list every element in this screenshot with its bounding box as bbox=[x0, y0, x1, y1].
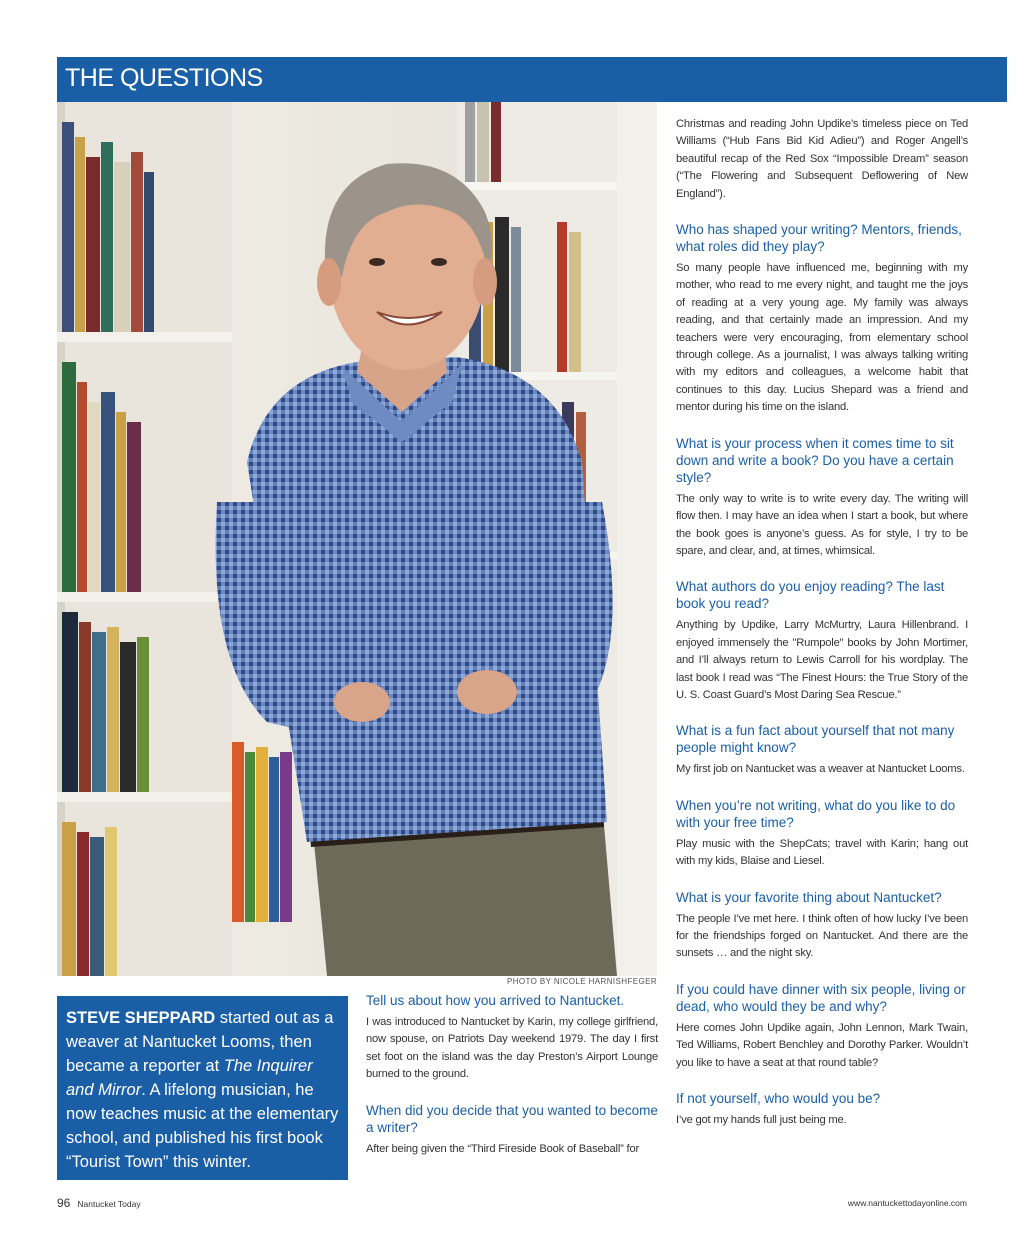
qa-block bbox=[676, 578, 968, 704]
bio-text bbox=[66, 1006, 339, 1174]
question: When you’re not writing, what do you like to do with your free time? bbox=[676, 797, 956, 830]
bio-name: STEVE SHEPPARD bbox=[66, 1009, 216, 1027]
question: If you could have dinner with six people, living or dead, who would they be and why? bbox=[676, 981, 966, 1014]
middle-column bbox=[366, 992, 658, 1176]
question: What authors do you enjoy reading? The last book you read? bbox=[676, 579, 945, 612]
page-number: 96 bbox=[57, 1196, 71, 1210]
footer-left bbox=[57, 1196, 141, 1210]
portrait-photo bbox=[57, 102, 657, 976]
answer-continuation-block bbox=[676, 116, 968, 203]
bio-box bbox=[57, 996, 348, 1180]
answer: The only way to write is to write every day. The writing will flow then. I may have an idea when I start a book, but where the book goes is anyone’s guess. As for style, I try to be spare, and clear, and, at times, whimsical. bbox=[676, 492, 968, 557]
bio-text-part1: started out as a weaver at Nantucket Looms, then became a reporter at bbox=[66, 1009, 334, 1075]
lower-books bbox=[232, 742, 292, 922]
answer: The people I’ve met here. I think often of how lucky I’ve been for the friendships forged on Nantucket. And there are the sunsets … and the night sky. bbox=[676, 912, 968, 960]
answer-continuation: Christmas and reading John Updike’s timeless piece on Ted Williams (“Hub Fans Bid Kid Adieu”) and Roger Angell’s beautiful recap of the Red Sox “Impossible Dream” season (“The Flowering and Subsequent Deflowering of New England”). bbox=[676, 118, 968, 200]
publication-name: Nantucket Today bbox=[77, 1199, 141, 1209]
footer-website: www.nantuckettodayonline.com bbox=[847, 1198, 967, 1208]
section-header-bar bbox=[57, 57, 1007, 102]
question: What is your favorite thing about Nantucket? bbox=[676, 889, 942, 905]
qa-block bbox=[366, 1102, 658, 1158]
question: Who has shaped your writing? Mentors, friends, what roles did they play? bbox=[676, 222, 962, 255]
answer: My first job on Nantucket was a weaver at Nantucket Looms. bbox=[676, 763, 965, 776]
photo-credit: PHOTO BY NICOLE HARNISHFEGER bbox=[506, 977, 657, 986]
answer: I was introduced to Nantucket by Karin, my college girlfriend, now spouse, on Patriots Day weekend 1979. The day I first set foot on the island was the day Preston’s Airport Lounge burned to the ground. bbox=[366, 1016, 658, 1081]
qa-block bbox=[366, 992, 658, 1084]
qa-block bbox=[676, 722, 968, 778]
answer: So many people have influenced me, beginning with my mother, who read to me every night, and taught me the joys of reading at a very young age. My family was always reading, and that certainly made an impression. And my teachers were very encouraging, from elementary school through college. As a journalist, I was always talking writing with my editors and colleagues, a welcome habit that continues to this day. Lucius Shepard was a friend and mentor during his time on the island. bbox=[676, 262, 968, 414]
answer: Play music with the ShepCats; travel with Karin; hang out with my kids, Blaise and Liesel. bbox=[676, 837, 968, 868]
qa-block bbox=[676, 797, 968, 871]
question: If not yourself, who would you be? bbox=[676, 1091, 881, 1106]
right-column bbox=[676, 116, 968, 1147]
question: What is your process when it comes time to sit down and write a book? Do you have a certain style? bbox=[676, 435, 954, 485]
question: Tell us about how you arrived to Nantucket. bbox=[366, 993, 625, 1008]
qa-block bbox=[676, 981, 968, 1072]
qa-block bbox=[676, 435, 968, 561]
answer: Anything by Updike, Larry McMurtry, Laura Hillenbrand. I enjoyed immensely the "Rumpole" books by John Mortimer, and I’ll always return to Lewis Carroll for his wordplay. The last book I read was “The Finest Hours: the True Story of the U. S. Coast Guard’s Most Daring Sea Rescue.” bbox=[676, 619, 968, 701]
answer: After being given the “Third Fireside Book of Baseball” for bbox=[366, 1142, 640, 1155]
answer: Here comes John Updike again, John Lennon, Mark Twain, Ted Williams, Robert Benchley and Dorothy Parker. Wouldn’t you like to have a seat at that round table? bbox=[676, 1021, 968, 1069]
qa-block bbox=[676, 221, 968, 417]
qa-block bbox=[676, 889, 968, 963]
answer: I’ve got my hands full just being me. bbox=[676, 1114, 847, 1126]
question: What is a fun fact about yourself that not many people might know? bbox=[676, 723, 955, 756]
portrait-illustration bbox=[57, 102, 657, 976]
qa-block bbox=[676, 1090, 968, 1129]
question: When did you decide that you wanted to become a writer? bbox=[366, 1102, 658, 1135]
bio-publication: The Inquirer and Mirror bbox=[66, 1057, 313, 1099]
bio-text-part2: . A lifelong musician, he now teaches music at the elementary school, and published his first book “Tourist Town” this winter. bbox=[66, 1081, 339, 1171]
section-title: THE QUESTIONS bbox=[65, 64, 263, 92]
